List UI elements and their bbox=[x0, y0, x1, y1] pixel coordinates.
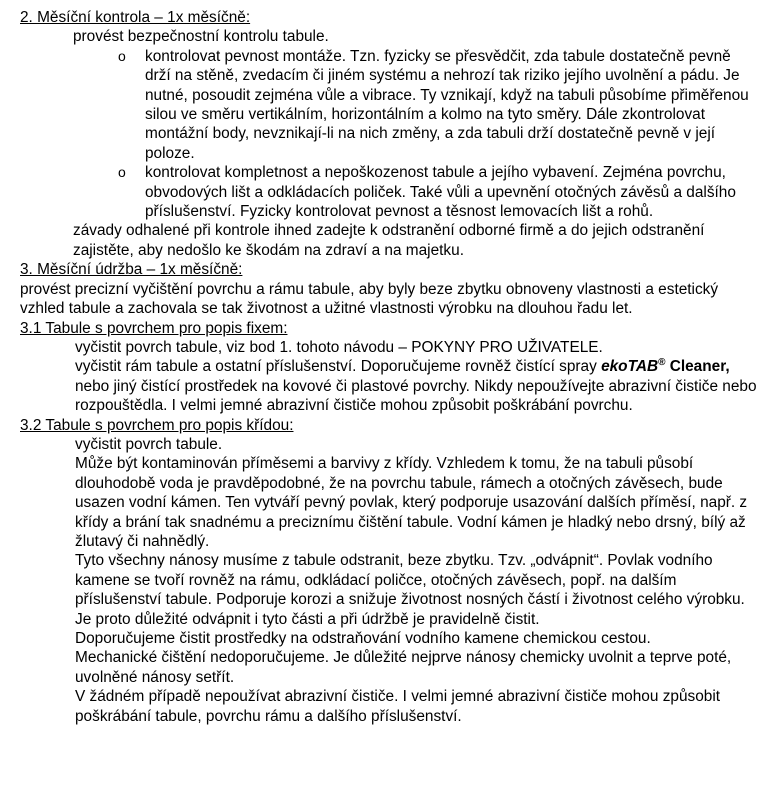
paragraph-text: vyčistit rám tabule a ostatní příslušenství. Doporučujeme rovněž čistící spray bbox=[75, 358, 602, 376]
section-3-2-paragraph-6: V žádném případě nepoužívat abrazivní čističe. I velmi jemné abrazivní čističe mohou způsobit poškrábání tabule, povrchu rámu a dalšího příslušenství. bbox=[75, 688, 721, 725]
section-3-2-paragraph-5: Mechanické čištění nedoporučujeme. Je důležité nejprve nánosy chemicky uvolnit a teprve poté, uvolněné nánosy setřít. bbox=[75, 649, 732, 686]
section-3-intro: provést precizní vyčištění povrchu a rámu tabule, aby byly beze zbytku obnoveny vlastnosti a estetický vzhled tabule a zachovala se tak životnost a užitné vlastnosti výrobku na dlouhou řadu let. bbox=[20, 280, 719, 318]
section-2-intro: provést bezpečnostní kontrolu tabule. bbox=[73, 28, 329, 46]
brand-name: ekoTAB® Cleaner, bbox=[601, 357, 730, 376]
document-page bbox=[20, 8, 760, 726]
section-3-2-heading: 3.2 Tabule s povrchem pro popis křídou: bbox=[20, 416, 294, 434]
section-3-1-paragraph-2 bbox=[20, 357, 760, 415]
section-2-bullet-2 bbox=[20, 163, 760, 221]
bullet-marker: o bbox=[118, 164, 126, 181]
section-2-bullet-1 bbox=[20, 47, 760, 163]
section-3-2-paragraph-2: Může být kontaminován příměsemi a barvivy z křídy. Vzhledem k tomu, že na tabuli působí dlouhodobě voda je pravděpodobné, že na povrchu tabule, rámech a otočných závěsech, bude usazen vodní kámen. Ten vytváří pevný povlak, který podporuje usazování dalších příměsí, např. z křídy a brání tak snadnému a preciznímu čištění tabule. Vodní kámen je hladký nebo drsný, bílý až žlutavý či nahnědlý. bbox=[75, 455, 748, 550]
section-3-1-heading: 3.1 Tabule s povrchem pro popis fixem: bbox=[20, 319, 288, 337]
bullet-marker: o bbox=[118, 47, 126, 64]
section-3-2-paragraph-3: Tyto všechny nánosy musíme z tabule odstranit, beze zbytku. Tzv. „odvápnit“. Povlak vodního kamene se tvoří rovněž na rámu, odkládací poličce, otočných závěsech, popř. na dalším příslušenství tabule. Podporuje korozi a snižuje životnost nosných částí i životnost celého výrobku. Je proto důležité odvápnit i tyto části a při údržbě je pravidelně čistit. bbox=[75, 552, 745, 628]
section-3-2-paragraph-4: Doporučujeme čistit prostředky na odstraňování vodního kamene chemickou cestou. bbox=[75, 630, 651, 647]
section-2-heading: 2. Měsíční kontrola – 1x měsíčně: bbox=[20, 9, 251, 26]
section-3-2-paragraph-1: vyčistit povrch tabule. bbox=[75, 435, 223, 453]
section-3-heading: 3. Měsíční údržba – 1x měsíčně: bbox=[20, 261, 243, 279]
bullet-text: kontrolovat pevnost montáže. Tzn. fyzicky se přesvědčit, zda tabule dostatečně pevně drží na stěně, zvedacím či jiném systému a nehrozí tak riziko jejího uvolnění a pádu. Je nutné, posoudit zejména vůle a vibrace. Ty vznikají, když na tabuli působíme přiměřenou silou ve směru vertikálním, horizontálním a kolmo na tyto směry. Dále zkontrolovat montážní body, nevznikají-li na nich změny, a zda tabuli drží dostatečně pevně v její poloze. bbox=[145, 47, 749, 162]
section-2-outro: závady odhalené při kontrole ihned zadejte k odstranění odborné firmě a do jejich odstranění zajistěte, aby nedošlo ke škodám na zdraví a na majetku. bbox=[73, 222, 705, 259]
bullet-text: kontrolovat kompletnost a nepoškozenost tabule a jejího vybavení. Zejména povrchu, obvodových lišt a odkládacích poliček. Také vůli a upevnění otočných závěsů a dalšího příslušenství. Fyzicky kontrolovat pevnost a těsnost lemovacích lišt a rohů. bbox=[145, 164, 736, 221]
section-3-1-paragraph-1: vyčistit povrch tabule, viz bod 1. tohoto návodu – POKYNY PRO UŽIVATELE. bbox=[75, 338, 603, 356]
paragraph-text: nebo jiný čistící prostředek na kovové či plastové povrchy. Nikdy nepoužívejte abrazivní čističe nebo rozpouštědla. I velmi jemné abrazivní čističe mohou způsobit poškrábání povrchu. bbox=[75, 377, 757, 415]
